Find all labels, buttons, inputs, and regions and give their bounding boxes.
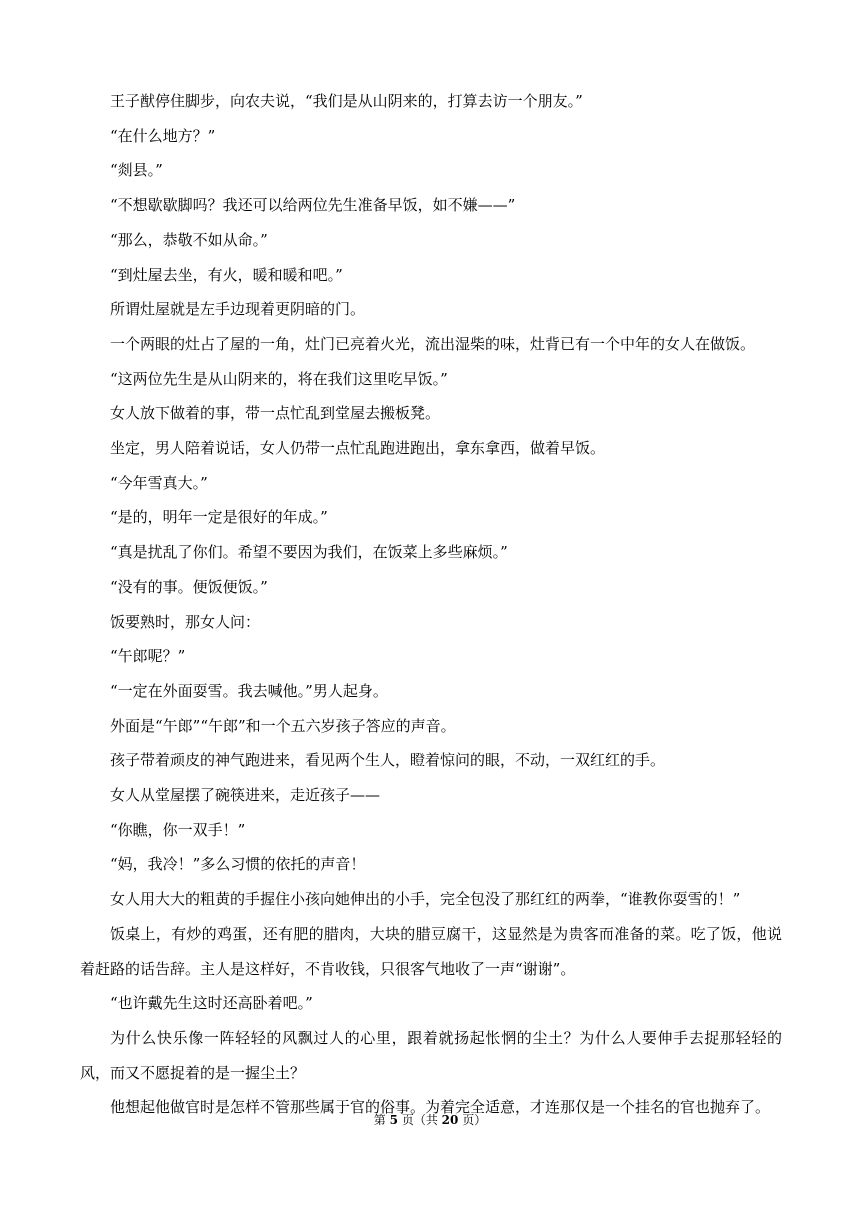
paragraph: “这两位先生是从山阴来的，将在我们这里吃早饭。” [110, 369, 448, 388]
paragraph: 一个两眼的灶占了屋的一角，灶门已亮着火光，流出湿柴的味，灶背已有一个中年的女人在做饭。 [110, 334, 756, 353]
paragraph: “真是扰乱了你们。希望不要因为我们，在饭菜上多些麻烦。” [110, 543, 508, 562]
paragraph: “今年雪真大。” [110, 473, 208, 492]
paragraph: “午郎呢？” [110, 647, 186, 666]
paragraph: 他想起他做官时是怎样不管那些属于官的俗事。为着完全适意，才连那仅是一个挂名的官也抛弃了。 [110, 1098, 771, 1117]
footer-mid: 页（共 [401, 1113, 438, 1127]
paragraph: “剡县。” [110, 161, 163, 180]
paragraph: 女人放下做着的事，带一点忙乱到堂屋去搬板凳。 [110, 404, 441, 423]
paragraph: “是的，明年一定是很好的年成。” [110, 508, 328, 527]
total-pages: 20 [441, 1113, 459, 1127]
paragraph: 女人从堂屋摆了碗筷进来，走近孩子—— [110, 786, 381, 805]
paragraph: “你瞧，你一双手！” [110, 820, 246, 839]
paragraph: 外面是“午郎”“午郎”和一个五六岁孩子答应的声音。 [110, 716, 456, 735]
paragraph: “不想歇歇脚吗？我还可以给两位先生准备早饭，如不嫌——” [110, 196, 516, 215]
page-number: 5 [389, 1113, 398, 1127]
paragraph: 坐定，男人陪着说话，女人仍带一点忙乱跑进跑出，拿东拿西，做着早饭。 [110, 439, 606, 458]
paragraph: “妈，我冷！”多么习惯的依托的声音！ [110, 855, 366, 874]
paragraph: 王子猷停住脚步，向农夫说，“我们是从山阴来的，打算去访一个朋友。” [110, 92, 583, 110]
paragraph: “也许戴先生这时还高卧着吧。” [110, 994, 313, 1013]
paragraph: 为什么快乐像一阵轻轻的风飘过人的心里，跟着就扬起怅惘的尘土？为什么人要伸手去捉那轻轻的风，而又不愿捉着的是一握尘土？ [80, 1028, 782, 1082]
paragraph: 女人用大大的粗黄的手握住小孩向她伸出的小手，完全包没了那红红的两拳，“谁教你耍雪的！” [110, 890, 741, 909]
paragraph: 饭要熟时，那女人问： [110, 612, 261, 631]
paragraph: “到灶屋去坐，有火，暖和暖和吧。” [110, 265, 343, 284]
paragraph: “没有的事。便饭便饭。” [110, 577, 268, 596]
body-text [80, 84, 782, 1125]
paragraph: 孩子带着顽皮的神气跑进来，看见两个生人，瞪着惊问的眼，不动，一双红红的手。 [110, 751, 666, 770]
page-footer [0, 1112, 860, 1128]
paragraph: “在什么地方？” [110, 126, 216, 145]
footer-prefix: 第 [373, 1113, 386, 1127]
paragraph: 饭桌上，有炒的鸡蛋，还有肥的腊肉，大块的腊豆腐干，这显然是为贵客而准备的菜。吃了饭，他说着赶路的话告辞。主人是这样好，不肯收钱，只很客气地收了一声“谢谢”。 [80, 924, 782, 978]
paragraph: “那么，恭敬不如从命。” [110, 230, 268, 249]
paragraph: 所谓灶屋就是左手边现着更阴暗的门。 [110, 300, 366, 319]
paragraph: “一定在外面耍雪。我去喊他。”男人起身。 [110, 681, 388, 700]
footer-suffix: 页） [462, 1113, 487, 1127]
